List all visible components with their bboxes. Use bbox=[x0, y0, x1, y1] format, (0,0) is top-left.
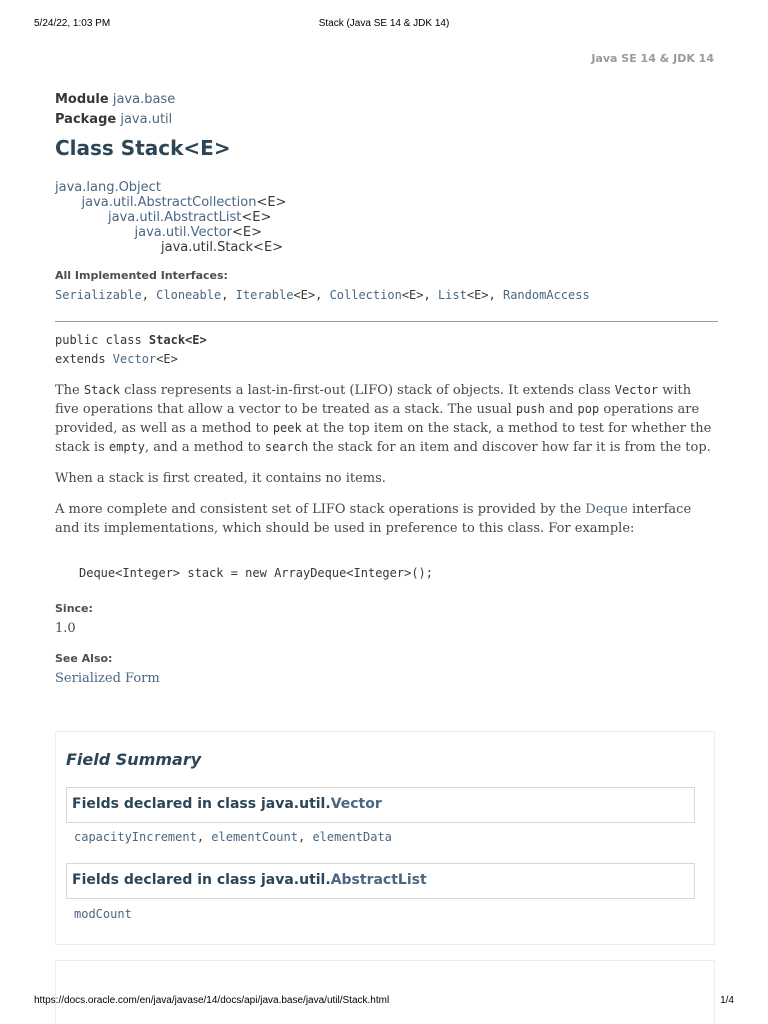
interface-link[interactable]: Iterable bbox=[235, 288, 294, 302]
interfaces-label: All Implemented Interfaces: bbox=[55, 269, 228, 282]
package-line bbox=[55, 110, 714, 130]
description-text: with five operations that allow a vector to be treated as a stack. The usual bbox=[55, 383, 692, 417]
description-text: class represents a last-in-first-out (LIFO) stack of objects. It extends class bbox=[120, 383, 615, 398]
inherited-fields-header-vector bbox=[66, 787, 695, 823]
interface-link[interactable]: Serializable bbox=[55, 288, 142, 302]
inline-code: search bbox=[264, 440, 309, 454]
inheritance-generic: <E> bbox=[241, 210, 272, 225]
field-link[interactable]: modCount bbox=[74, 907, 132, 921]
field-link[interactable]: elementData bbox=[312, 830, 392, 844]
inheritance-generic: java.util.Stack<E> bbox=[161, 240, 284, 255]
since-label: Since: bbox=[55, 602, 93, 615]
inheritance-class-link[interactable]: java.util.AbstractList bbox=[108, 210, 242, 225]
inheritance-tree bbox=[55, 180, 714, 255]
inline-code: peek bbox=[272, 421, 302, 435]
inherited-fields-list-abstractlist bbox=[74, 907, 132, 921]
interfaces-list bbox=[55, 288, 714, 302]
description-text: operations are provided, as well as a method to bbox=[55, 402, 700, 436]
inheritance-class-link[interactable]: java.lang.Object bbox=[55, 180, 161, 195]
vector-class-link[interactable]: Vector bbox=[330, 796, 382, 812]
inline-code: Stack bbox=[83, 383, 120, 397]
interface-separator: , bbox=[221, 288, 236, 302]
interface-link[interactable]: List bbox=[437, 288, 467, 302]
print-page-number: 1/4 bbox=[720, 995, 734, 1006]
signature-superclass-link[interactable]: Vector bbox=[112, 352, 157, 366]
inherited-fields-list-vector: capacityIncrement, elementCount, elementData bbox=[74, 830, 392, 844]
description-p3-after: interface and its implementations, which should be used in preference to this class. For example: bbox=[55, 502, 692, 536]
signature-class-name: Stack<E> bbox=[148, 333, 207, 347]
inline-code: empty bbox=[108, 440, 146, 454]
inheritance-level bbox=[55, 225, 714, 240]
description-text: and bbox=[544, 402, 578, 417]
module-label: Module bbox=[55, 92, 109, 107]
description-text: the stack for an item and discover how far it is from the top. bbox=[308, 440, 711, 455]
module-link[interactable]: java.base bbox=[112, 92, 176, 107]
description-text: , and a method to bbox=[145, 440, 265, 455]
description-paragraph-3 bbox=[55, 500, 714, 538]
inline-code: push bbox=[515, 402, 545, 416]
print-header bbox=[34, 18, 734, 32]
interface-separator: <E>, bbox=[466, 288, 503, 302]
module-line bbox=[55, 90, 714, 110]
class-signature bbox=[55, 331, 714, 369]
about-language: Java SE 14 & JDK 14 bbox=[591, 52, 714, 65]
class-title: Class Stack<E> bbox=[55, 136, 231, 160]
print-page-title: Stack (Java SE 14 & JDK 14) bbox=[318, 18, 450, 29]
interface-link[interactable]: RandomAccess bbox=[502, 288, 590, 302]
print-footer bbox=[34, 995, 734, 1009]
field-summary-title: Field Summary bbox=[66, 750, 202, 769]
inherited-fields-header-abstractlist bbox=[66, 863, 695, 899]
inherited-fields-prefix: Fields declared in class java.util. bbox=[72, 872, 331, 888]
inheritance-level bbox=[55, 195, 714, 210]
abstractlist-class-link[interactable]: AbstractList bbox=[330, 872, 427, 888]
interface-separator: , bbox=[141, 288, 157, 302]
field-summary-section bbox=[55, 731, 715, 945]
signature-extends: extends bbox=[55, 352, 113, 366]
inline-code: Vector bbox=[614, 383, 659, 397]
field-link[interactable]: capacityIncrement bbox=[74, 830, 197, 844]
print-url: https://docs.oracle.com/en/java/javase/14/docs/api/java.base/java/util/Stack.html bbox=[34, 995, 390, 1006]
interface-link[interactable]: Collection bbox=[329, 288, 402, 302]
see-also-label: See Also: bbox=[55, 652, 113, 665]
divider bbox=[55, 321, 718, 322]
serialized-form-link[interactable]: Serialized Form bbox=[55, 671, 160, 686]
signature-superclass-generic: <E> bbox=[156, 352, 178, 366]
inheritance-class-link[interactable]: java.util.Vector bbox=[134, 225, 232, 240]
next-section-box bbox=[55, 960, 715, 1024]
inheritance-generic: <E> bbox=[256, 195, 287, 210]
package-label: Package bbox=[55, 112, 117, 127]
inheritance-class-link[interactable]: java.util.AbstractCollection bbox=[81, 195, 257, 210]
description-paragraph-1 bbox=[55, 381, 714, 457]
inheritance-generic: <E> bbox=[232, 225, 262, 240]
interface-separator: <E>, bbox=[401, 288, 438, 302]
interface-separator: <E>, bbox=[293, 288, 330, 302]
since-value: 1.0 bbox=[55, 621, 76, 636]
signature-modifiers: public class bbox=[55, 333, 149, 347]
inheritance-level bbox=[55, 210, 714, 225]
description-text: at the top item on the stack, a method to test for whether the stack is bbox=[55, 421, 712, 455]
class-content bbox=[55, 90, 714, 686]
inheritance-level bbox=[55, 180, 714, 195]
inheritance-level bbox=[55, 240, 714, 255]
description-text: The bbox=[55, 383, 84, 398]
inherited-fields-prefix: Fields declared in class java.util. bbox=[72, 796, 331, 812]
field-link[interactable]: elementCount bbox=[211, 830, 298, 844]
package-link[interactable]: java.util bbox=[120, 112, 173, 127]
code-example: Deque<Integer> stack = new ArrayDeque<Integer>(); bbox=[79, 566, 434, 580]
description-paragraph-2: When a stack is first created, it contains no items. bbox=[55, 471, 386, 486]
print-datetime: 5/24/22, 1:03 PM bbox=[34, 18, 111, 29]
inline-code: pop bbox=[577, 402, 600, 416]
description-p3-before: A more complete and consistent set of LIFO stack operations is provided by the bbox=[55, 502, 586, 517]
interface-link[interactable]: Cloneable bbox=[156, 288, 222, 302]
deque-link[interactable]: Deque bbox=[585, 502, 628, 517]
